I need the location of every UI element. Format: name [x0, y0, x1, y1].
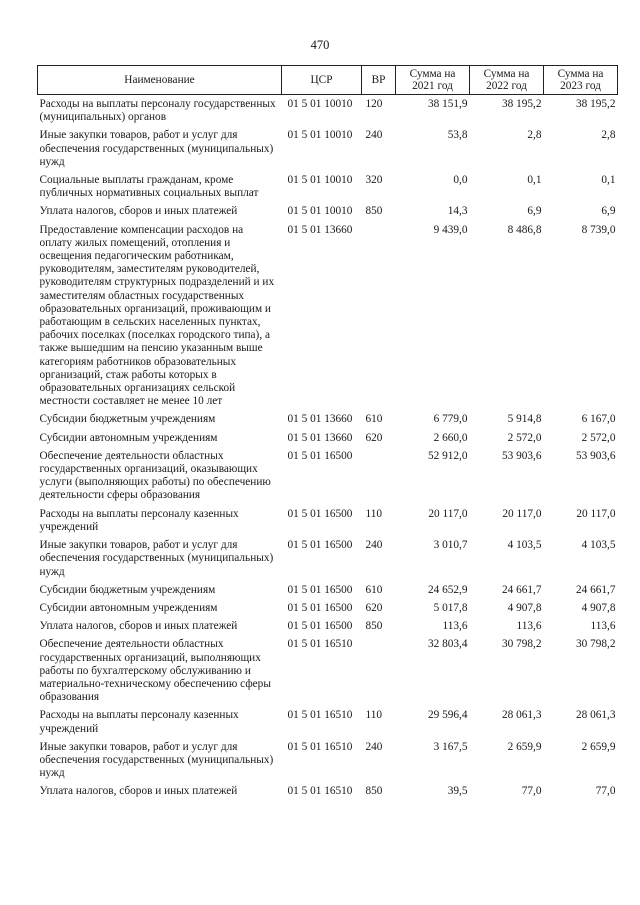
cell-sum-2023: 2 659,9 [581, 740, 616, 753]
cell-sum-2023: 77,0 [595, 785, 616, 798]
table-row [38, 450, 618, 508]
cell-vr: 610 [365, 583, 383, 596]
cell-vr: 850 [365, 620, 383, 633]
cell-sum-2022: 2 572,0 [507, 431, 542, 444]
cell-sum-2023: 4 907,8 [581, 601, 616, 614]
cell-sum-2021: 2 660,0 [433, 431, 468, 444]
cell-name: Предоставление компенсации расходов на оплату жилых помещений, отопления и освещения педагогическим работникам, руководителям, заместителям руководителей, руководителям структурных подразделений и их заместителям областных государственных образовательных организаций, проживающим и работающим в сельских населенных пунктах, рабочих поселках (поселках городского типа), а также вышедшим на пенсию указанным выше категориям работников образовательных организаций, стаж работы которых в образовательных организациях сельской местности составляет не менее 10 лет [39, 223, 275, 408]
cell-sum-2021: 113,6 [442, 620, 468, 633]
cell-name: Расходы на выплаты персоналу казенных учреждений [39, 709, 239, 735]
header-name: Наименование [38, 66, 282, 95]
page-number: 470 [310, 38, 330, 52]
cell-name: Субсидии автономным учреждениям [39, 601, 218, 614]
cell-csr: 01 5 01 16500 [287, 583, 353, 596]
cell-csr: 01 5 01 16510 [287, 638, 353, 651]
table-row [38, 785, 618, 803]
budget-table [37, 65, 618, 804]
cell-sum-2022: 6,9 [527, 205, 542, 218]
cell-vr [362, 450, 396, 508]
cell-csr: 01 5 01 16500 [287, 449, 353, 462]
table-row [38, 224, 618, 414]
cell-vr: 850 [365, 785, 383, 798]
cell-csr: 01 5 01 10010 [287, 205, 353, 218]
cell-csr: 01 5 01 16500 [287, 507, 353, 520]
table-row [38, 432, 618, 450]
table-row [38, 539, 618, 584]
cell-sum-2023: 0,1 [601, 174, 616, 187]
cell-sum-2021: 9 439,0 [433, 223, 468, 236]
cell-name: Субсидии автономным учреждениям [39, 431, 218, 444]
cell-vr [362, 638, 396, 709]
cell-name: Иные закупки товаров, работ и услуг для обеспечения государственных (муниципальных) нужд [39, 740, 274, 780]
cell-csr: 01 5 01 16510 [287, 709, 353, 722]
cell-vr: 320 [365, 174, 383, 187]
cell-sum-2022: 77,0 [521, 785, 542, 798]
cell-sum-2021: 53,8 [447, 129, 468, 142]
cell-vr: 110 [365, 507, 383, 520]
cell-csr: 01 5 01 16500 [287, 620, 353, 633]
cell-sum-2023: 4 103,5 [581, 539, 616, 552]
header-sum-2021: Сумма на 2021 год [396, 66, 470, 95]
header-vr: ВР [362, 66, 396, 95]
cell-vr: 240 [365, 740, 383, 753]
cell-csr: 01 5 01 13660 [287, 413, 353, 426]
cell-sum-2023: 2,8 [601, 129, 616, 142]
table-row [38, 95, 618, 130]
cell-name: Расходы на выплаты персоналу государственных (муниципальных) органов [39, 98, 276, 124]
cell-vr: 620 [365, 431, 383, 444]
cell-name: Иные закупки товаров, работ и услуг для обеспечения государственных (муниципальных) нужд [39, 129, 274, 168]
cell-name: Расходы на выплаты персоналу казенных учреждений [39, 507, 239, 533]
cell-sum-2021: 24 652,9 [427, 583, 468, 596]
cell-sum-2022: 2,8 [527, 129, 542, 142]
cell-sum-2021: 14,3 [447, 205, 468, 218]
cell-csr: 01 5 01 16510 [287, 740, 353, 753]
table-row [38, 129, 618, 174]
cell-sum-2022: 30 798,2 [501, 638, 542, 651]
cell-sum-2023: 6 167,0 [581, 413, 616, 426]
cell-csr: 01 5 01 13660 [287, 223, 353, 236]
cell-name: Обеспечение деятельности областных государственных организаций, оказывающих услуги (выполняющих работы) по обеспечению деятельности сферы образования [39, 449, 271, 502]
cell-vr: 120 [365, 98, 383, 110]
cell-sum-2021: 0,0 [453, 174, 468, 187]
cell-sum-2022: 4 907,8 [507, 601, 542, 614]
cell-sum-2023: 2 572,0 [581, 431, 616, 444]
cell-sum-2021: 32 803,4 [427, 638, 468, 651]
header-sum-2023: Сумма на 2023 год [544, 66, 618, 95]
cell-sum-2023: 20 117,0 [576, 507, 616, 520]
cell-sum-2023: 30 798,2 [575, 638, 616, 651]
cell-sum-2022: 4 103,5 [507, 539, 542, 552]
cell-sum-2022: 5 914,8 [507, 413, 542, 426]
cell-sum-2021: 5 017,8 [433, 601, 468, 614]
cell-sum-2022: 8 486,8 [507, 223, 542, 236]
cell-name: Уплата налогов, сборов и иных платежей [39, 620, 238, 633]
cell-sum-2023: 6,9 [601, 205, 616, 218]
table-row [38, 620, 618, 638]
cell-sum-2022: 0,1 [527, 174, 542, 187]
cell-sum-2022: 2 659,9 [507, 740, 542, 753]
table-row [38, 584, 618, 602]
cell-csr: 01 5 01 16500 [287, 601, 353, 614]
cell-name: Социальные выплаты гражданам, кроме публичных нормативных социальных выплат [39, 174, 259, 200]
cell-sum-2021: 6 779,0 [433, 413, 468, 426]
cell-csr: 01 5 01 10010 [287, 129, 353, 142]
cell-sum-2022: 113,6 [516, 620, 542, 633]
table-row [38, 205, 618, 223]
cell-sum-2023: 53 903,6 [575, 449, 616, 462]
header-sum-2022: Сумма на 2022 год [470, 66, 544, 95]
cell-sum-2021: 39,5 [447, 785, 468, 798]
table-row [38, 413, 618, 431]
cell-sum-2022: 53 903,6 [501, 449, 542, 462]
cell-vr: 850 [365, 205, 383, 218]
cell-csr: 01 5 01 16500 [287, 539, 353, 552]
cell-csr: 01 5 01 16510 [287, 785, 353, 798]
cell-name: Уплата налогов, сборов и иных платежей [39, 205, 238, 218]
table-row [38, 174, 618, 205]
table-row [38, 638, 618, 709]
cell-vr: 240 [365, 539, 383, 552]
table-row [38, 508, 618, 539]
cell-csr: 01 5 01 10010 [287, 98, 353, 110]
cell-sum-2021: 38 151,9 [427, 98, 468, 110]
cell-vr: 610 [365, 413, 383, 426]
table-row [38, 741, 618, 786]
cell-name: Уплата налогов, сборов и иных платежей [39, 785, 238, 798]
table-header [38, 66, 618, 95]
cell-csr: 01 5 01 10010 [287, 174, 353, 187]
cell-sum-2023: 38 195,2 [575, 98, 616, 110]
table-row [38, 602, 618, 620]
cell-vr: 110 [365, 709, 383, 722]
table-row [38, 709, 618, 740]
cell-sum-2022: 24 661,7 [501, 583, 542, 596]
cell-sum-2023: 28 061,3 [575, 709, 616, 722]
cell-sum-2022: 38 195,2 [501, 98, 542, 110]
table-body [38, 95, 618, 804]
cell-sum-2022: 28 061,3 [501, 709, 542, 722]
cell-vr: 240 [365, 129, 383, 142]
cell-sum-2023: 24 661,7 [575, 583, 616, 596]
cell-sum-2021: 3 167,5 [433, 740, 468, 753]
cell-name: Иные закупки товаров, работ и услуг для обеспечения государственных (муниципальных) нужд [39, 539, 274, 578]
cell-sum-2021: 29 596,4 [427, 709, 468, 722]
cell-name: Субсидии бюджетным учреждениям [39, 413, 216, 426]
cell-csr: 01 5 01 13660 [287, 431, 353, 444]
cell-name: Обеспечение деятельности областных государственных организаций, выполняющих работы по бухгалтерскому обслуживанию и материально-техническому обеспечению сферы образования [39, 638, 271, 704]
cell-sum-2021: 3 010,7 [433, 539, 468, 552]
cell-sum-2023: 8 739,0 [581, 223, 616, 236]
header-csr: ЦСР [282, 66, 362, 95]
cell-vr [362, 224, 396, 414]
cell-sum-2023: 113,6 [590, 620, 616, 633]
cell-sum-2021: 52 912,0 [427, 449, 468, 462]
cell-sum-2021: 20 117,0 [428, 507, 468, 520]
cell-vr: 620 [365, 601, 383, 614]
cell-name: Субсидии бюджетным учреждениям [39, 583, 216, 596]
cell-sum-2022: 20 117,0 [502, 507, 542, 520]
